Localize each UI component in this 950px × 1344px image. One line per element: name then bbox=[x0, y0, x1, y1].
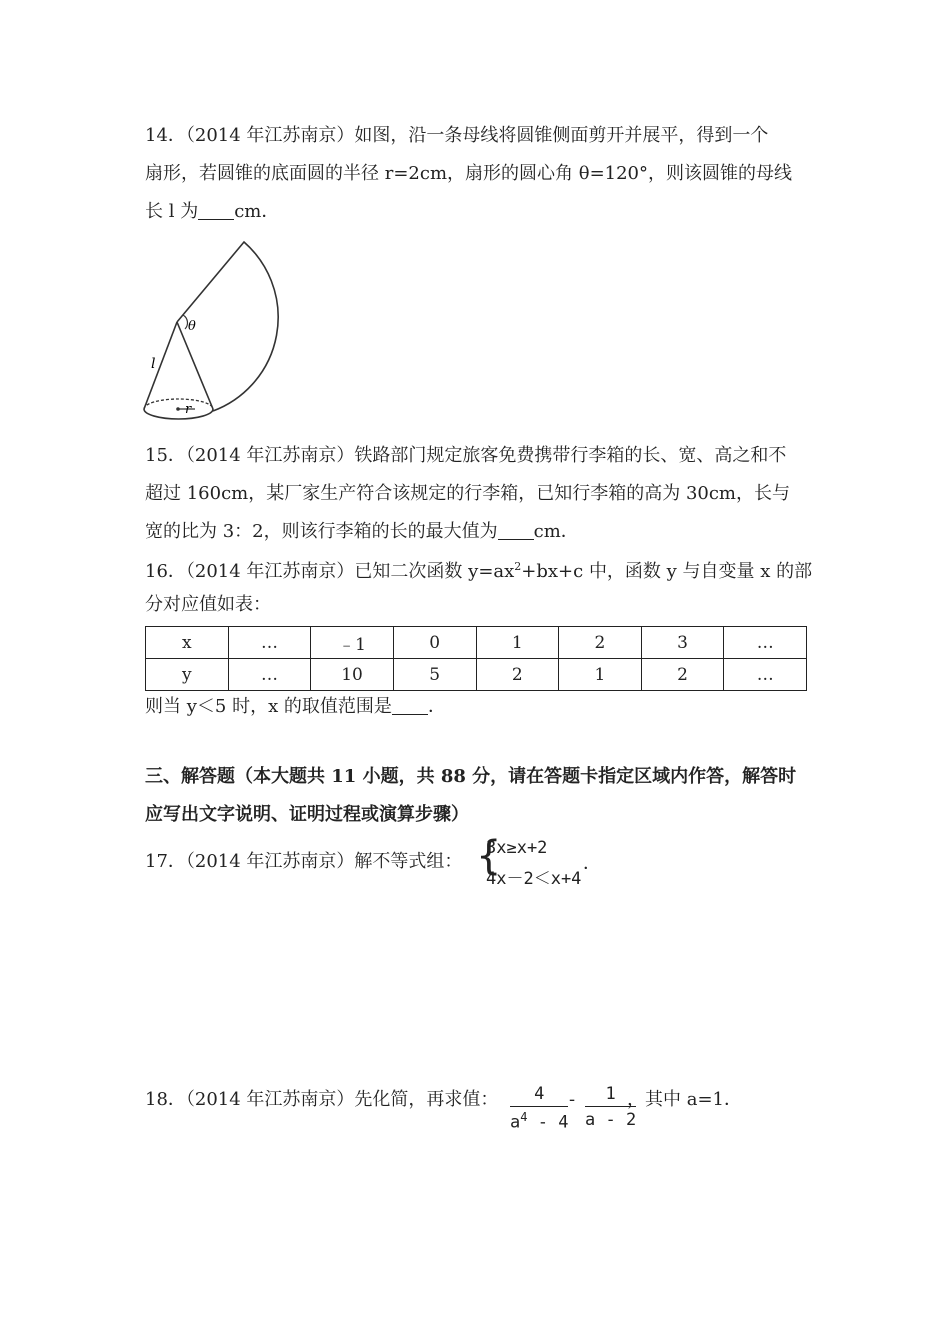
theta-label: θ bbox=[188, 319, 196, 334]
answer-blank bbox=[392, 696, 428, 715]
q14-line3 bbox=[145, 200, 279, 224]
fraction-2-denominator: a - 2 bbox=[585, 1110, 637, 1130]
q16-after bbox=[145, 695, 446, 719]
cone-left-edge bbox=[144, 322, 177, 409]
q18-tail: ，其中 a=1． bbox=[627, 1089, 742, 1110]
q15-line3-post: cm． bbox=[533, 521, 579, 542]
table-cell: 1 bbox=[559, 659, 642, 691]
section3-heading-line2: 应写出文字说明、证明过程或演算步骤） bbox=[145, 804, 469, 825]
table-cell: … bbox=[724, 659, 807, 691]
cone-right-edge bbox=[177, 322, 213, 409]
q14-line1: 14．（2014 年江苏南京）如图，沿一条母线将圆锥侧面剪开并展平，得到一个 bbox=[145, 125, 769, 146]
table-row-y bbox=[146, 659, 807, 691]
table-cell: 0 bbox=[393, 627, 476, 659]
fraction-1-denominator bbox=[510, 1107, 568, 1133]
value-table bbox=[145, 626, 807, 691]
table-cell: 2 bbox=[559, 627, 642, 659]
q14-line3-post: cm． bbox=[234, 201, 280, 222]
q16-line1 bbox=[145, 555, 812, 584]
q15-line2: 超过 160cm，某厂家生产符合该规定的行李箱，已知行李箱的高为 30cm，长与 bbox=[145, 483, 790, 504]
table-cell: y bbox=[146, 659, 229, 691]
table-cell: x bbox=[146, 627, 229, 659]
q16-line2: 分对应值如表： bbox=[145, 594, 271, 615]
table-cell: … bbox=[724, 627, 807, 659]
table-cell: ﹣1 bbox=[311, 627, 394, 659]
cone-sector-figure bbox=[140, 238, 290, 428]
table-cell: 1 bbox=[476, 627, 559, 659]
table-cell: 2 bbox=[476, 659, 559, 691]
answer-blank bbox=[198, 201, 234, 220]
section3-heading-line1: 三、解答题（本大题共 11 小题，共 88 分，请在答题卡指定区域内作答，解答时 bbox=[145, 766, 797, 787]
table-cell: … bbox=[228, 659, 311, 691]
table-cell: 3 bbox=[641, 627, 724, 659]
den-base: a bbox=[510, 1112, 521, 1133]
q16-after-pre: 则当 y＜5 时，x 的取值范围是 bbox=[145, 696, 392, 717]
radius-label: r bbox=[185, 402, 192, 417]
q17-end: ． bbox=[583, 853, 601, 874]
table-cell: 10 bbox=[311, 659, 394, 691]
table-row-x bbox=[146, 627, 807, 659]
q16-exponent: 2 bbox=[514, 560, 522, 573]
q16-line1-post: +bx+c 中，函数 y 与自变量 x 的部 bbox=[521, 561, 813, 582]
q15-line1: 15．（2014 年江苏南京）铁路部门规定旅客免费携带行李箱的长、宽、高之和不 bbox=[145, 445, 787, 466]
den-exponent: 4 bbox=[520, 1110, 528, 1124]
q14-line3-pre: 长 l 为 bbox=[145, 201, 199, 222]
q17-stem: 17．（2014 年江苏南京）解不等式组： bbox=[145, 851, 463, 872]
fraction-1 bbox=[510, 1084, 568, 1133]
slant-label: l bbox=[151, 356, 156, 372]
theta-arc bbox=[183, 315, 187, 329]
q15-line3 bbox=[145, 520, 579, 544]
q15-line3-pre: 宽的比为 3：2，则该行李箱的长的最大值为 bbox=[145, 521, 498, 542]
den-rest: - 4 bbox=[527, 1112, 569, 1133]
q17-inequality-2: 4x－2＜x+4 bbox=[486, 869, 582, 889]
fraction-1-numerator: 4 bbox=[510, 1084, 568, 1107]
table-cell: … bbox=[228, 627, 311, 659]
q17-inequality-1: 3x≥x+2 bbox=[486, 838, 548, 858]
q18-stem: 18．（2014 年江苏南京）先化简，再求值： bbox=[145, 1089, 499, 1110]
q16-line1-pre: 16．（2014 年江苏南京）已知二次函数 y=ax bbox=[145, 561, 515, 582]
q18-minus: - bbox=[569, 1089, 576, 1110]
system-brace: { bbox=[476, 833, 502, 879]
answer-blank bbox=[498, 521, 534, 540]
table-cell: 5 bbox=[393, 659, 476, 691]
q14-line2: 扇形，若圆锥的底面圆的半径 r=2cm，扇形的圆心角 θ=120°，则该圆锥的母线 bbox=[145, 163, 793, 184]
q16-after-post: ． bbox=[427, 696, 446, 717]
table-cell: 2 bbox=[641, 659, 724, 691]
fraction-2-numerator: 1 bbox=[585, 1084, 636, 1107]
